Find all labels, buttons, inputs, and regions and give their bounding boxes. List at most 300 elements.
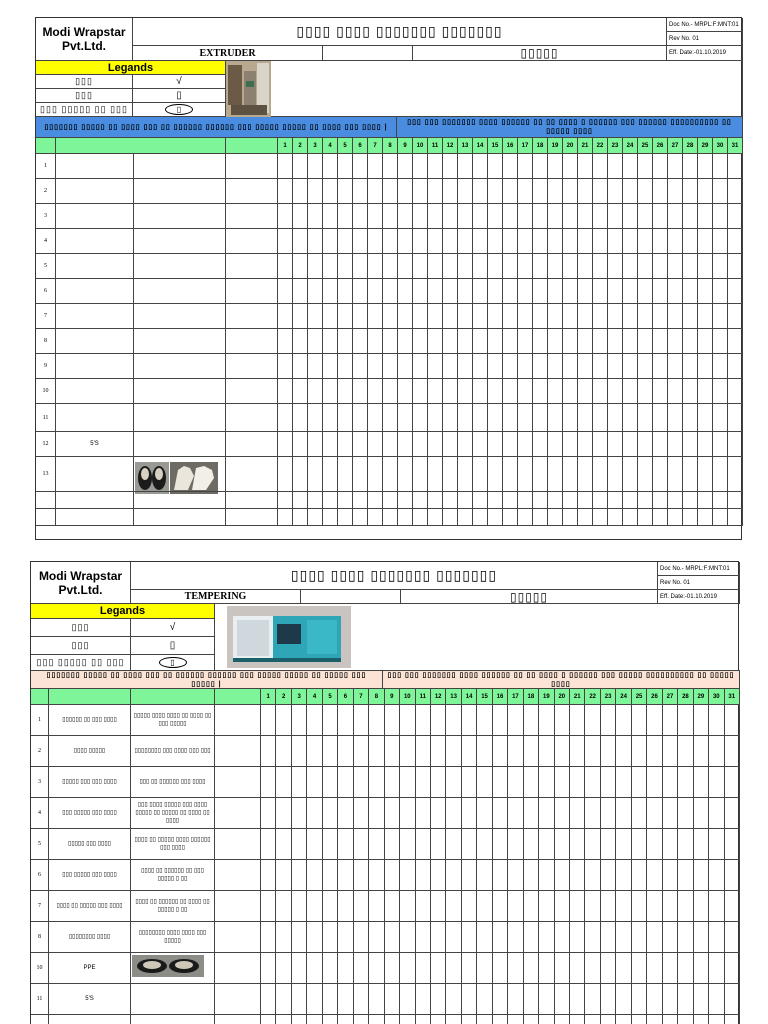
day-check-cell[interactable] <box>563 179 578 204</box>
day-check-cell[interactable] <box>548 304 563 329</box>
day-check-cell[interactable] <box>338 492 353 509</box>
day-check-cell[interactable] <box>533 229 548 254</box>
day-check-cell[interactable] <box>488 432 503 457</box>
day-check-cell[interactable] <box>593 279 608 304</box>
day-check-cell[interactable] <box>278 279 293 304</box>
day-check-cell[interactable] <box>653 254 668 279</box>
day-check-cell[interactable] <box>647 1015 662 1024</box>
day-check-cell[interactable] <box>555 798 570 829</box>
day-check-cell[interactable] <box>293 492 308 509</box>
day-check-cell[interactable] <box>477 984 492 1015</box>
day-check-cell[interactable] <box>293 229 308 254</box>
day-check-cell[interactable] <box>493 891 508 922</box>
day-check-cell[interactable] <box>354 829 369 860</box>
day-check-cell[interactable] <box>398 509 413 526</box>
day-check-cell[interactable] <box>533 204 548 229</box>
day-check-cell[interactable] <box>323 953 338 984</box>
day-check-cell[interactable] <box>446 860 461 891</box>
day-check-cell[interactable] <box>413 204 428 229</box>
day-check-cell[interactable] <box>578 229 593 254</box>
day-check-cell[interactable] <box>369 736 384 767</box>
day-check-cell[interactable] <box>428 204 443 229</box>
day-check-cell[interactable] <box>570 860 585 891</box>
day-check-cell[interactable] <box>616 829 631 860</box>
day-check-cell[interactable] <box>462 1015 477 1024</box>
day-check-cell[interactable] <box>278 492 293 509</box>
day-check-cell[interactable] <box>683 179 698 204</box>
day-check-cell[interactable] <box>647 984 662 1015</box>
day-check-cell[interactable] <box>663 953 678 984</box>
day-check-cell[interactable] <box>601 798 616 829</box>
day-check-cell[interactable] <box>443 457 458 492</box>
day-check-cell[interactable] <box>413 279 428 304</box>
day-check-cell[interactable] <box>632 891 647 922</box>
day-check-cell[interactable] <box>278 204 293 229</box>
day-check-cell[interactable] <box>653 432 668 457</box>
day-check-cell[interactable] <box>663 860 678 891</box>
day-check-cell[interactable] <box>462 953 477 984</box>
day-check-cell[interactable] <box>585 922 600 953</box>
day-check-cell[interactable] <box>276 1015 291 1024</box>
day-check-cell[interactable] <box>473 432 488 457</box>
day-check-cell[interactable] <box>338 705 353 736</box>
day-check-cell[interactable] <box>292 736 307 767</box>
day-check-cell[interactable] <box>458 204 473 229</box>
day-check-cell[interactable] <box>608 379 623 404</box>
day-check-cell[interactable] <box>383 432 398 457</box>
day-check-cell[interactable] <box>647 953 662 984</box>
day-check-cell[interactable] <box>462 705 477 736</box>
day-check-cell[interactable] <box>663 705 678 736</box>
day-check-cell[interactable] <box>653 304 668 329</box>
day-check-cell[interactable] <box>292 984 307 1015</box>
day-check-cell[interactable] <box>698 509 713 526</box>
day-check-cell[interactable] <box>533 432 548 457</box>
day-check-cell[interactable] <box>508 767 523 798</box>
day-check-cell[interactable] <box>428 279 443 304</box>
day-check-cell[interactable] <box>518 179 533 204</box>
day-check-cell[interactable] <box>668 457 683 492</box>
day-check-cell[interactable] <box>431 984 446 1015</box>
day-check-cell[interactable] <box>548 354 563 379</box>
day-check-cell[interactable] <box>694 953 709 984</box>
day-check-cell[interactable] <box>668 304 683 329</box>
day-check-cell[interactable] <box>698 492 713 509</box>
day-check-cell[interactable] <box>623 179 638 204</box>
day-check-cell[interactable] <box>623 229 638 254</box>
day-check-cell[interactable] <box>638 509 653 526</box>
day-check-cell[interactable] <box>632 829 647 860</box>
day-check-cell[interactable] <box>668 509 683 526</box>
day-check-cell[interactable] <box>323 509 338 526</box>
day-check-cell[interactable] <box>369 829 384 860</box>
day-check-cell[interactable] <box>668 154 683 179</box>
day-check-cell[interactable] <box>308 457 323 492</box>
day-check-cell[interactable] <box>638 492 653 509</box>
day-check-cell[interactable] <box>338 736 353 767</box>
day-check-cell[interactable] <box>458 457 473 492</box>
day-check-cell[interactable] <box>725 891 740 922</box>
day-check-cell[interactable] <box>638 304 653 329</box>
day-check-cell[interactable] <box>428 492 443 509</box>
day-check-cell[interactable] <box>608 179 623 204</box>
day-check-cell[interactable] <box>413 304 428 329</box>
day-check-cell[interactable] <box>518 304 533 329</box>
day-check-cell[interactable] <box>578 354 593 379</box>
day-check-cell[interactable] <box>601 891 616 922</box>
day-check-cell[interactable] <box>400 798 415 829</box>
day-check-cell[interactable] <box>709 1015 724 1024</box>
day-check-cell[interactable] <box>593 404 608 432</box>
day-check-cell[interactable] <box>338 404 353 432</box>
day-check-cell[interactable] <box>493 1015 508 1024</box>
day-check-cell[interactable] <box>383 154 398 179</box>
day-check-cell[interactable] <box>398 329 413 354</box>
day-check-cell[interactable] <box>261 860 276 891</box>
day-check-cell[interactable] <box>462 984 477 1015</box>
day-check-cell[interactable] <box>338 279 353 304</box>
day-check-cell[interactable] <box>369 705 384 736</box>
day-check-cell[interactable] <box>413 229 428 254</box>
day-check-cell[interactable] <box>524 736 539 767</box>
day-check-cell[interactable] <box>508 860 523 891</box>
day-check-cell[interactable] <box>293 509 308 526</box>
day-check-cell[interactable] <box>713 204 728 229</box>
day-check-cell[interactable] <box>385 736 400 767</box>
day-check-cell[interactable] <box>616 705 631 736</box>
day-check-cell[interactable] <box>323 736 338 767</box>
day-check-cell[interactable] <box>678 705 693 736</box>
day-check-cell[interactable] <box>653 279 668 304</box>
day-check-cell[interactable] <box>508 829 523 860</box>
day-check-cell[interactable] <box>488 279 503 304</box>
day-check-cell[interactable] <box>307 891 322 922</box>
day-check-cell[interactable] <box>632 953 647 984</box>
day-check-cell[interactable] <box>308 279 323 304</box>
day-check-cell[interactable] <box>307 984 322 1015</box>
day-check-cell[interactable] <box>353 509 368 526</box>
day-check-cell[interactable] <box>578 492 593 509</box>
day-check-cell[interactable] <box>698 154 713 179</box>
day-check-cell[interactable] <box>400 984 415 1015</box>
day-check-cell[interactable] <box>728 154 743 179</box>
day-check-cell[interactable] <box>578 254 593 279</box>
day-check-cell[interactable] <box>518 204 533 229</box>
day-check-cell[interactable] <box>593 154 608 179</box>
day-check-cell[interactable] <box>616 891 631 922</box>
day-check-cell[interactable] <box>383 279 398 304</box>
day-check-cell[interactable] <box>524 767 539 798</box>
day-check-cell[interactable] <box>578 304 593 329</box>
day-check-cell[interactable] <box>369 798 384 829</box>
day-check-cell[interactable] <box>663 1015 678 1024</box>
day-check-cell[interactable] <box>443 404 458 432</box>
day-check-cell[interactable] <box>458 229 473 254</box>
day-check-cell[interactable] <box>413 404 428 432</box>
day-check-cell[interactable] <box>663 922 678 953</box>
day-check-cell[interactable] <box>473 404 488 432</box>
day-check-cell[interactable] <box>503 432 518 457</box>
day-check-cell[interactable] <box>307 736 322 767</box>
day-check-cell[interactable] <box>353 179 368 204</box>
day-check-cell[interactable] <box>353 492 368 509</box>
day-check-cell[interactable] <box>477 767 492 798</box>
day-check-cell[interactable] <box>276 922 291 953</box>
day-check-cell[interactable] <box>608 204 623 229</box>
day-check-cell[interactable] <box>369 922 384 953</box>
day-check-cell[interactable] <box>293 404 308 432</box>
day-check-cell[interactable] <box>261 891 276 922</box>
day-check-cell[interactable] <box>385 984 400 1015</box>
day-check-cell[interactable] <box>548 179 563 204</box>
day-check-cell[interactable] <box>638 204 653 229</box>
day-check-cell[interactable] <box>678 922 693 953</box>
day-check-cell[interactable] <box>307 860 322 891</box>
day-check-cell[interactable] <box>338 457 353 492</box>
day-check-cell[interactable] <box>488 329 503 354</box>
day-check-cell[interactable] <box>493 984 508 1015</box>
day-check-cell[interactable] <box>653 354 668 379</box>
day-check-cell[interactable] <box>431 798 446 829</box>
day-check-cell[interactable] <box>338 922 353 953</box>
day-check-cell[interactable] <box>385 1015 400 1024</box>
day-check-cell[interactable] <box>307 922 322 953</box>
day-check-cell[interactable] <box>493 953 508 984</box>
day-check-cell[interactable] <box>400 829 415 860</box>
day-check-cell[interactable] <box>278 304 293 329</box>
day-check-cell[interactable] <box>338 329 353 354</box>
day-check-cell[interactable] <box>431 767 446 798</box>
day-check-cell[interactable] <box>323 1015 338 1024</box>
day-check-cell[interactable] <box>713 304 728 329</box>
day-check-cell[interactable] <box>443 304 458 329</box>
day-check-cell[interactable] <box>368 279 383 304</box>
day-check-cell[interactable] <box>368 204 383 229</box>
day-check-cell[interactable] <box>713 254 728 279</box>
day-check-cell[interactable] <box>728 229 743 254</box>
day-check-cell[interactable] <box>698 229 713 254</box>
day-check-cell[interactable] <box>593 354 608 379</box>
day-check-cell[interactable] <box>585 953 600 984</box>
day-check-cell[interactable] <box>503 404 518 432</box>
day-check-cell[interactable] <box>616 1015 631 1024</box>
day-check-cell[interactable] <box>354 922 369 953</box>
day-check-cell[interactable] <box>548 457 563 492</box>
day-check-cell[interactable] <box>647 860 662 891</box>
day-check-cell[interactable] <box>398 379 413 404</box>
day-check-cell[interactable] <box>338 509 353 526</box>
day-check-cell[interactable] <box>518 229 533 254</box>
day-check-cell[interactable] <box>353 329 368 354</box>
day-check-cell[interactable] <box>462 860 477 891</box>
day-check-cell[interactable] <box>647 922 662 953</box>
day-check-cell[interactable] <box>608 492 623 509</box>
day-check-cell[interactable] <box>276 829 291 860</box>
day-check-cell[interactable] <box>369 860 384 891</box>
day-check-cell[interactable] <box>385 829 400 860</box>
day-check-cell[interactable] <box>383 509 398 526</box>
day-check-cell[interactable] <box>413 492 428 509</box>
day-check-cell[interactable] <box>398 279 413 304</box>
day-check-cell[interactable] <box>400 736 415 767</box>
day-check-cell[interactable] <box>338 254 353 279</box>
day-check-cell[interactable] <box>585 891 600 922</box>
day-check-cell[interactable] <box>678 891 693 922</box>
day-check-cell[interactable] <box>725 860 740 891</box>
day-check-cell[interactable] <box>323 204 338 229</box>
day-check-cell[interactable] <box>443 354 458 379</box>
day-check-cell[interactable] <box>533 354 548 379</box>
day-check-cell[interactable] <box>473 354 488 379</box>
day-check-cell[interactable] <box>428 329 443 354</box>
day-check-cell[interactable] <box>278 404 293 432</box>
day-check-cell[interactable] <box>578 204 593 229</box>
day-check-cell[interactable] <box>683 379 698 404</box>
day-check-cell[interactable] <box>443 154 458 179</box>
day-check-cell[interactable] <box>601 984 616 1015</box>
day-check-cell[interactable] <box>616 922 631 953</box>
day-check-cell[interactable] <box>323 404 338 432</box>
day-check-cell[interactable] <box>354 705 369 736</box>
day-check-cell[interactable] <box>385 767 400 798</box>
day-check-cell[interactable] <box>293 254 308 279</box>
day-check-cell[interactable] <box>668 279 683 304</box>
day-check-cell[interactable] <box>458 329 473 354</box>
day-check-cell[interactable] <box>508 1015 523 1024</box>
day-check-cell[interactable] <box>503 329 518 354</box>
day-check-cell[interactable] <box>338 179 353 204</box>
day-check-cell[interactable] <box>458 354 473 379</box>
day-check-cell[interactable] <box>694 984 709 1015</box>
day-check-cell[interactable] <box>446 891 461 922</box>
day-check-cell[interactable] <box>623 204 638 229</box>
day-check-cell[interactable] <box>524 798 539 829</box>
day-check-cell[interactable] <box>508 798 523 829</box>
day-check-cell[interactable] <box>307 798 322 829</box>
day-check-cell[interactable] <box>683 329 698 354</box>
day-check-cell[interactable] <box>413 457 428 492</box>
day-check-cell[interactable] <box>292 953 307 984</box>
day-check-cell[interactable] <box>698 179 713 204</box>
day-check-cell[interactable] <box>663 984 678 1015</box>
day-check-cell[interactable] <box>601 767 616 798</box>
day-check-cell[interactable] <box>578 279 593 304</box>
day-check-cell[interactable] <box>524 922 539 953</box>
day-check-cell[interactable] <box>308 179 323 204</box>
day-check-cell[interactable] <box>548 329 563 354</box>
day-check-cell[interactable] <box>413 329 428 354</box>
day-check-cell[interactable] <box>353 304 368 329</box>
day-check-cell[interactable] <box>383 492 398 509</box>
day-check-cell[interactable] <box>678 829 693 860</box>
day-check-cell[interactable] <box>278 229 293 254</box>
day-check-cell[interactable] <box>647 829 662 860</box>
day-check-cell[interactable] <box>368 509 383 526</box>
day-check-cell[interactable] <box>518 457 533 492</box>
day-check-cell[interactable] <box>728 204 743 229</box>
day-check-cell[interactable] <box>694 736 709 767</box>
day-check-cell[interactable] <box>725 829 740 860</box>
day-check-cell[interactable] <box>308 329 323 354</box>
day-check-cell[interactable] <box>307 705 322 736</box>
day-check-cell[interactable] <box>548 432 563 457</box>
day-check-cell[interactable] <box>585 767 600 798</box>
day-check-cell[interactable] <box>683 354 698 379</box>
day-check-cell[interactable] <box>678 953 693 984</box>
day-check-cell[interactable] <box>539 705 554 736</box>
day-check-cell[interactable] <box>694 705 709 736</box>
day-check-cell[interactable] <box>709 736 724 767</box>
day-check-cell[interactable] <box>458 432 473 457</box>
day-check-cell[interactable] <box>713 509 728 526</box>
day-check-cell[interactable] <box>431 1015 446 1024</box>
day-check-cell[interactable] <box>548 254 563 279</box>
day-check-cell[interactable] <box>647 705 662 736</box>
day-check-cell[interactable] <box>601 953 616 984</box>
day-check-cell[interactable] <box>725 767 740 798</box>
day-check-cell[interactable] <box>383 204 398 229</box>
day-check-cell[interactable] <box>308 379 323 404</box>
day-check-cell[interactable] <box>398 304 413 329</box>
day-check-cell[interactable] <box>446 736 461 767</box>
day-check-cell[interactable] <box>503 179 518 204</box>
day-check-cell[interactable] <box>563 379 578 404</box>
day-check-cell[interactable] <box>368 492 383 509</box>
day-check-cell[interactable] <box>446 767 461 798</box>
day-check-cell[interactable] <box>728 379 743 404</box>
day-check-cell[interactable] <box>354 891 369 922</box>
day-check-cell[interactable] <box>616 984 631 1015</box>
day-check-cell[interactable] <box>647 798 662 829</box>
day-check-cell[interactable] <box>563 432 578 457</box>
day-check-cell[interactable] <box>623 457 638 492</box>
day-check-cell[interactable] <box>518 279 533 304</box>
day-check-cell[interactable] <box>694 891 709 922</box>
day-check-cell[interactable] <box>608 279 623 304</box>
day-check-cell[interactable] <box>428 304 443 329</box>
day-check-cell[interactable] <box>563 229 578 254</box>
day-check-cell[interactable] <box>570 705 585 736</box>
day-check-cell[interactable] <box>593 179 608 204</box>
day-check-cell[interactable] <box>292 705 307 736</box>
day-check-cell[interactable] <box>713 492 728 509</box>
day-check-cell[interactable] <box>293 304 308 329</box>
day-check-cell[interactable] <box>385 798 400 829</box>
day-check-cell[interactable] <box>338 304 353 329</box>
day-check-cell[interactable] <box>694 767 709 798</box>
day-check-cell[interactable] <box>428 254 443 279</box>
day-check-cell[interactable] <box>323 279 338 304</box>
day-check-cell[interactable] <box>473 254 488 279</box>
day-check-cell[interactable] <box>518 432 533 457</box>
day-check-cell[interactable] <box>503 254 518 279</box>
day-check-cell[interactable] <box>431 891 446 922</box>
day-check-cell[interactable] <box>653 329 668 354</box>
day-check-cell[interactable] <box>293 279 308 304</box>
day-check-cell[interactable] <box>353 404 368 432</box>
day-check-cell[interactable] <box>548 229 563 254</box>
day-check-cell[interactable] <box>261 736 276 767</box>
day-check-cell[interactable] <box>488 204 503 229</box>
day-check-cell[interactable] <box>678 1015 693 1024</box>
day-check-cell[interactable] <box>293 179 308 204</box>
day-check-cell[interactable] <box>488 254 503 279</box>
day-check-cell[interactable] <box>323 767 338 798</box>
day-check-cell[interactable] <box>400 891 415 922</box>
day-check-cell[interactable] <box>503 509 518 526</box>
day-check-cell[interactable] <box>338 354 353 379</box>
day-check-cell[interactable] <box>416 922 431 953</box>
